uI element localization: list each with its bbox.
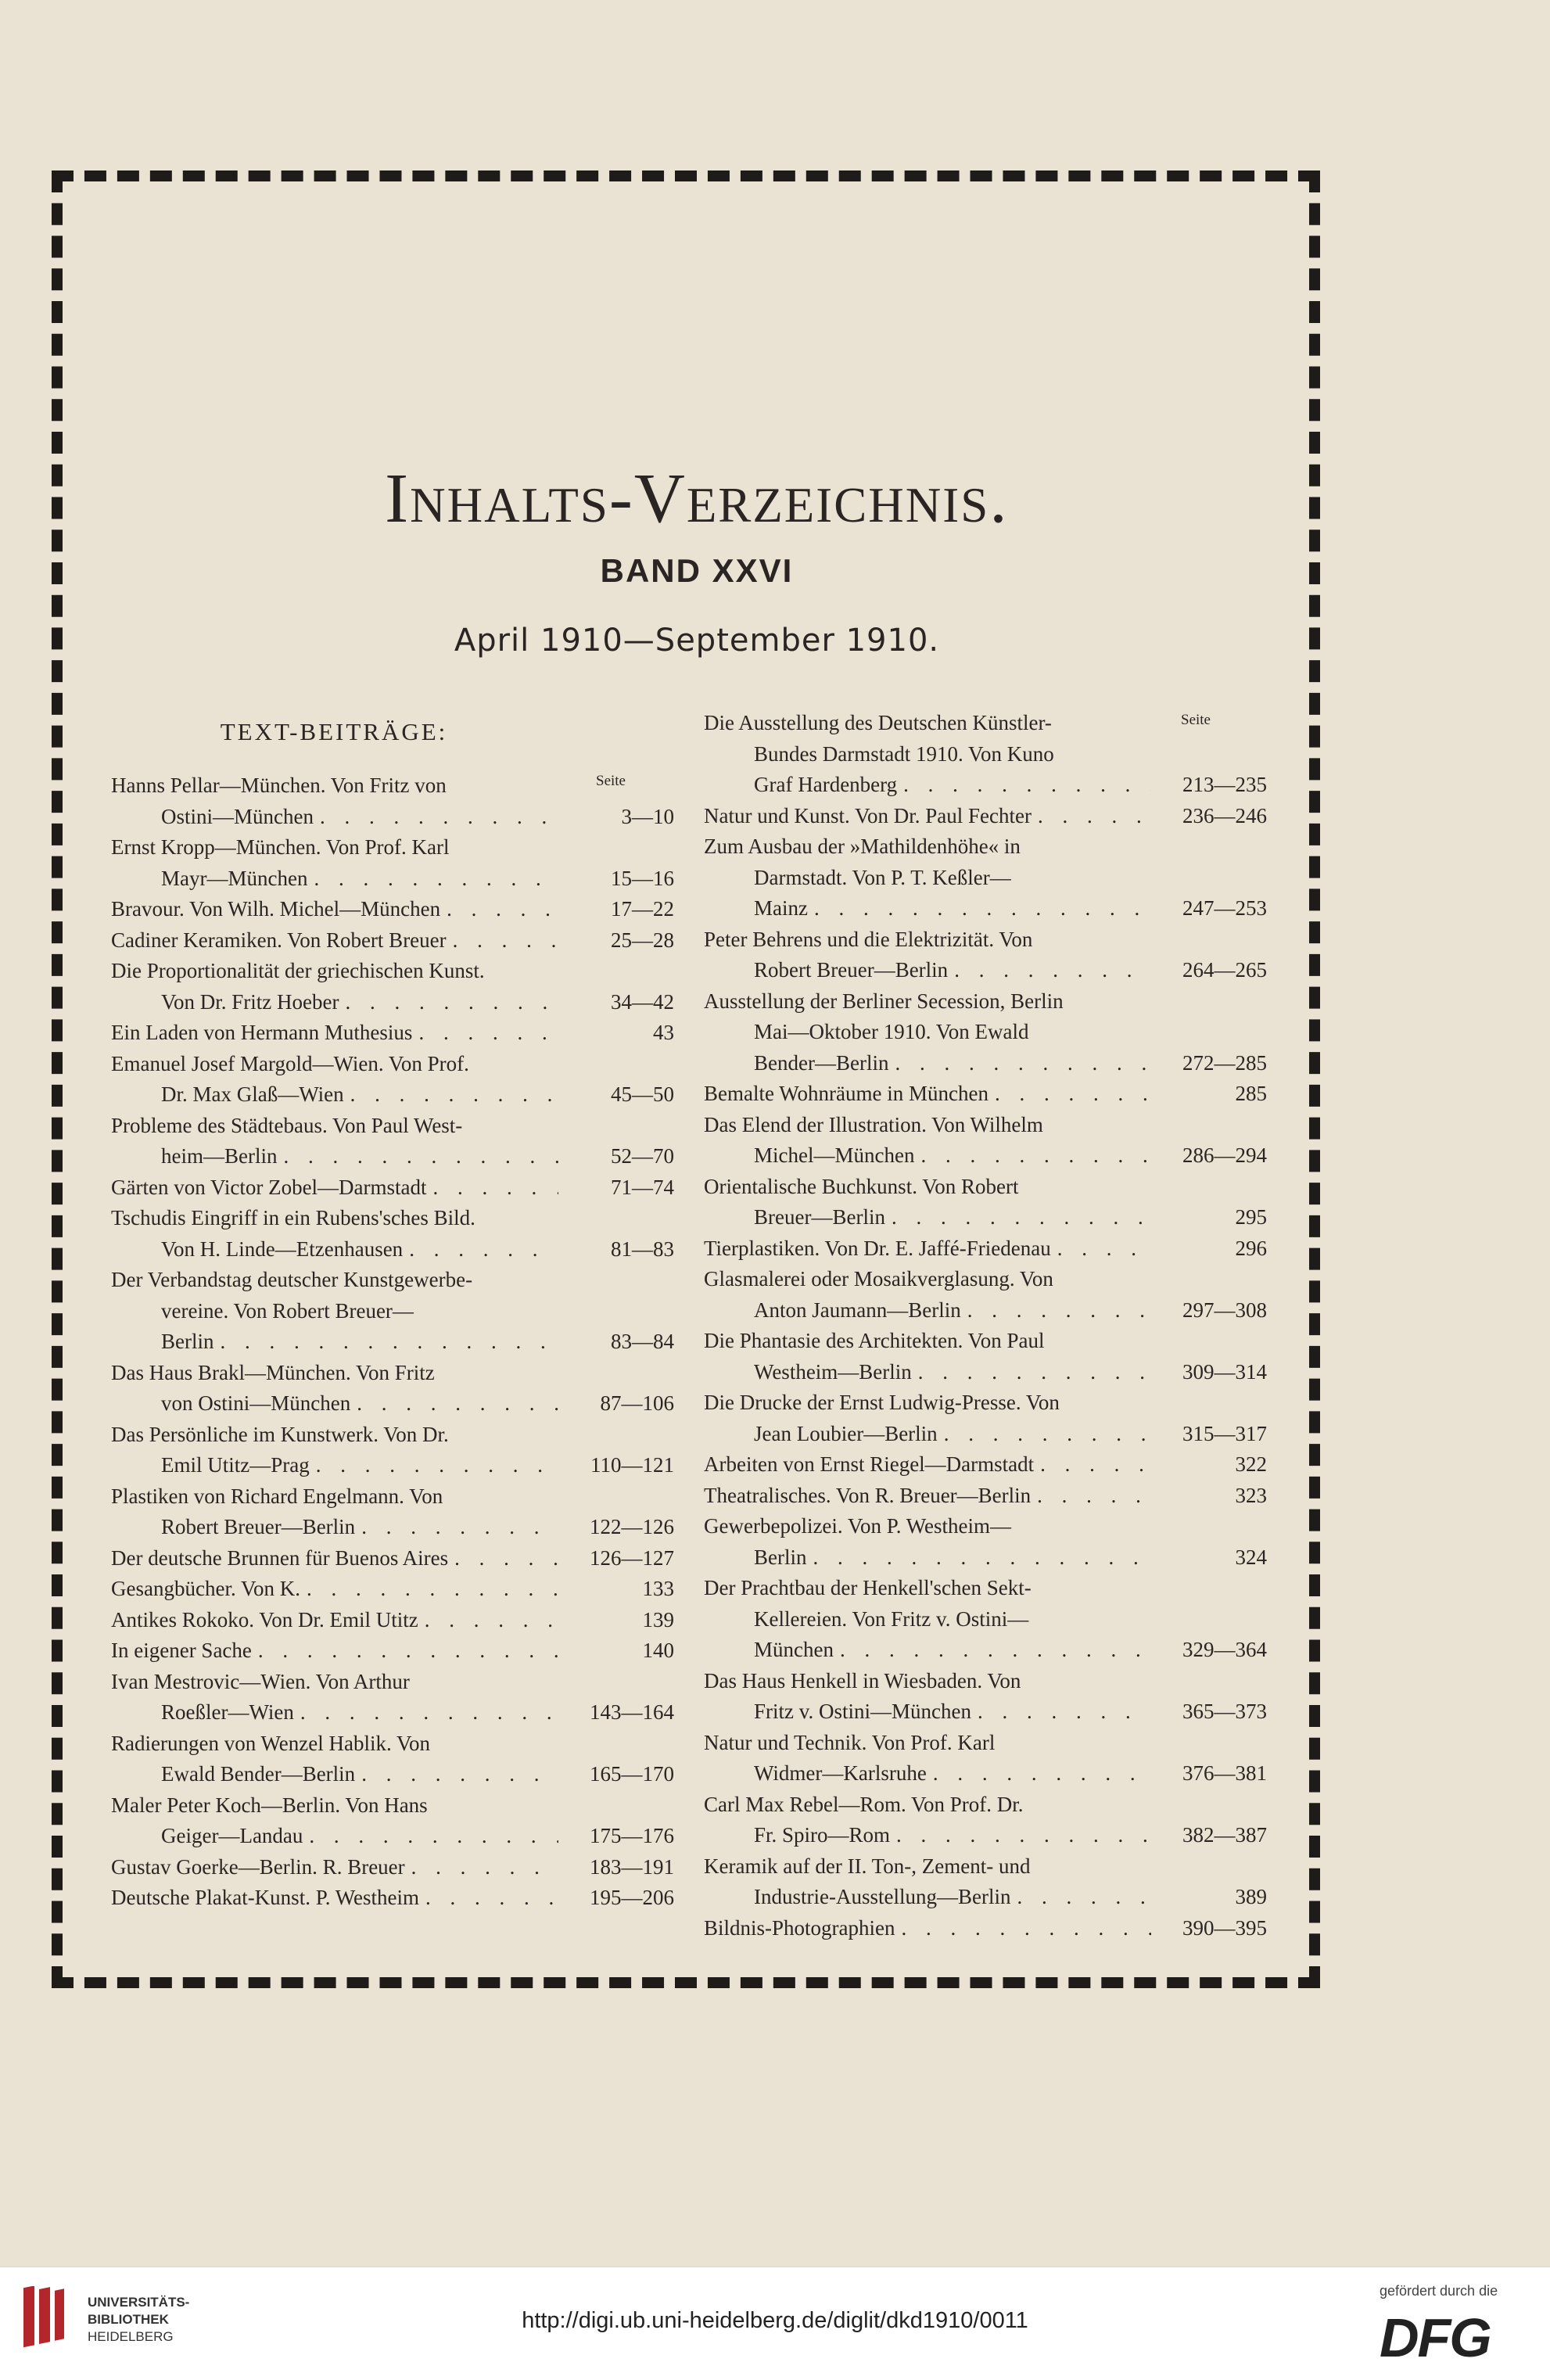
toc-right-entry	[704, 1264, 1267, 1326]
toc-left-entry	[111, 1790, 674, 1852]
leader-dots	[453, 925, 558, 957]
entry-text-line: Ivan Mestrovic—Wien. Von Arthur	[111, 1669, 410, 1693]
page-number: 15—16	[611, 866, 674, 890]
entry-last-line	[704, 1233, 1267, 1265]
leader-dots	[840, 1635, 1151, 1666]
entry-text-line: Anton Jaumann—Berlin	[754, 1298, 961, 1322]
toc-right-entry	[704, 831, 1267, 924]
toc-left-entry	[111, 1203, 674, 1265]
toc-right-entry	[704, 1110, 1267, 1172]
entry-text-line: Emil Utitz—Prag	[161, 1453, 310, 1477]
entry-text-line: Von Dr. Fritz Hoeber	[161, 989, 339, 1014]
entry-last-line	[704, 1758, 1267, 1789]
leader-dots	[978, 1696, 1151, 1728]
toc-left-entry	[111, 1667, 674, 1728]
page-number: 183—191	[590, 1854, 674, 1879]
entry-text-line: Der Verbandstag deutscher Kunstgewerbe-	[111, 1268, 473, 1291]
entry-last-line	[704, 801, 1267, 832]
page-number: 322	[1235, 1452, 1267, 1476]
page-number: 126—127	[590, 1545, 674, 1570]
entry-text-line: Gärten von Victor Zobel—Darmstadt	[111, 1175, 427, 1199]
entry-last-line	[111, 1635, 674, 1667]
toc-left-entry	[111, 1049, 674, 1111]
entry-text-line: Das Persönliche im Kunstwerk. Von Dr.	[111, 1422, 449, 1446]
toc-right-entry	[704, 1789, 1267, 1851]
page-number: 285	[1235, 1082, 1267, 1105]
leader-dots	[221, 1326, 559, 1358]
leader-dots	[350, 1079, 558, 1111]
entry-last-line	[111, 1079, 674, 1111]
page-number: 140	[642, 1639, 674, 1662]
entry-last-line	[111, 1605, 674, 1636]
entry-text-line: Ernst Kropp—München. Von Prof. Karl	[111, 835, 450, 859]
leader-dots	[1057, 1233, 1151, 1265]
page-number: 295	[1235, 1205, 1267, 1229]
page-number: 264—265	[1182, 958, 1267, 982]
toc-left-entry	[111, 1852, 674, 1883]
leader-dots	[944, 1419, 1151, 1450]
page-number: 324	[1235, 1545, 1267, 1569]
entry-text-line: Die Proportionalität der griechischen Kunst.	[111, 959, 485, 982]
toc-right-entry	[704, 1728, 1267, 1789]
entry-text-line: Carl Max Rebel—Rom. Von Prof. Dr.	[704, 1792, 1024, 1816]
page-number: 3—10	[621, 804, 674, 828]
leader-dots	[418, 1018, 558, 1049]
entry-last-line	[704, 1419, 1267, 1450]
entry-text-line: Natur und Technik. Von Prof. Karl	[704, 1730, 996, 1754]
leader-dots	[433, 1172, 558, 1204]
toc-right-entry	[704, 1233, 1267, 1265]
page-number: 376—381	[1182, 1761, 1267, 1785]
entry-text-line: Robert Breuer—Berlin	[754, 958, 949, 982]
entry-text-line: Antikes Rokoko. Von Dr. Emil Utitz	[111, 1607, 418, 1632]
entry-last-line	[111, 1450, 674, 1481]
toc-right-entry	[704, 1573, 1267, 1666]
entry-text-line: Graf Hardenberg	[754, 773, 898, 796]
toc-left-entry	[111, 1172, 674, 1204]
leader-dots	[895, 1048, 1151, 1079]
page-number: 365—373	[1182, 1700, 1267, 1723]
leader-dots	[309, 1821, 558, 1852]
page-number: 309—314	[1182, 1359, 1267, 1384]
entry-last-line	[111, 1326, 674, 1358]
leader-dots	[1037, 1481, 1151, 1512]
page-number: 81—83	[611, 1237, 674, 1261]
entry-text-line: Ewald Bender—Berlin	[161, 1762, 356, 1786]
page-number: 45—50	[611, 1082, 674, 1106]
toc-right-entry	[704, 708, 1267, 801]
page-title: Inhalts-Verzeichnis.	[385, 460, 1009, 537]
entry-text-line: Die Drucke der Ernst Ludwig-Presse. Von	[704, 1391, 1060, 1414]
leader-dots	[307, 1574, 558, 1605]
entry-last-line	[704, 1696, 1267, 1728]
entry-text-line: Probleme des Städtebaus. Von Paul West-	[111, 1113, 463, 1137]
entry-last-line	[111, 1018, 674, 1049]
toc-left-entry	[111, 1420, 674, 1481]
page-number: 175—176	[590, 1824, 674, 1847]
entry-text-line: Der Prachtbau der Henkell'schen Sekt-	[704, 1576, 1032, 1599]
entry-text-line: Roeßler—Wien	[161, 1700, 294, 1724]
page-number: 71—74	[611, 1175, 674, 1199]
toc-left-entry	[111, 1358, 674, 1420]
page-number: 87—106	[600, 1391, 674, 1415]
leader-dots	[411, 1852, 558, 1883]
entry-last-line	[704, 1913, 1267, 1944]
entry-last-line	[704, 1140, 1267, 1172]
entry-text-line: Das Haus Henkell in Wiesbaden. Von	[704, 1668, 1021, 1693]
entry-text-line: Peter Behrens und die Elektrizität. Von	[704, 927, 1033, 951]
entry-text-line: München	[754, 1638, 834, 1661]
leader-dots	[454, 1543, 558, 1574]
entry-text-line: Die Ausstellung des Deutschen Künstler-	[704, 711, 1052, 734]
entry-text-line: Plastiken von Richard Engelmann. Von	[111, 1484, 443, 1508]
entry-text-line: Berlin	[754, 1545, 807, 1569]
leader-dots	[357, 1388, 558, 1420]
leader-dots	[954, 955, 1151, 986]
entry-text-line: Michel—München	[754, 1143, 915, 1167]
entry-text-line: Tschudis Eingriff in ein Rubens'sches Bild.	[111, 1206, 475, 1229]
entry-text-line: Radierungen von Wenzel Hablik. Von	[111, 1731, 431, 1755]
page-number: 236—246	[1182, 803, 1267, 827]
toc-right-entry	[704, 1666, 1267, 1728]
entry-text-line: Der deutsche Brunnen für Buenos Aires	[111, 1545, 449, 1570]
entry-last-line	[111, 1512, 674, 1543]
toc-column-left	[111, 770, 674, 1914]
toc-left-entry	[111, 1018, 674, 1049]
entry-text-line: Arbeiten von Ernst Riegel—Darmstadt	[704, 1452, 1035, 1476]
entry-text-line: Die Phantasie des Architekten. Von Paul	[704, 1329, 1045, 1352]
toc-right-entry	[704, 1511, 1267, 1573]
toc-left-entry	[111, 1883, 674, 1914]
entry-text-line: vereine. Von Robert Breuer—	[161, 1298, 414, 1323]
toc-left-entry	[111, 925, 674, 957]
entry-last-line	[111, 1141, 674, 1172]
page-number: 83—84	[611, 1330, 674, 1353]
entry-last-line	[704, 1882, 1267, 1913]
toc-right-entry	[704, 1079, 1267, 1110]
page-number: 382—387	[1182, 1823, 1267, 1847]
entry-text-line: Glasmalerei oder Mosaikverglasung. Von	[704, 1267, 1053, 1291]
page-number: 272—285	[1182, 1050, 1267, 1075]
leader-dots	[425, 1883, 558, 1914]
entry-text-line: Jean Loubier—Berlin	[754, 1421, 938, 1445]
entry-last-line	[704, 1542, 1267, 1574]
entry-text-line: Bravour. Von Wilh. Michel—München	[111, 897, 441, 921]
entry-text-line: Bundes Darmstadt 1910. Von Kuno	[754, 741, 1054, 766]
entry-text-line: Dr. Max Glaß—Wien	[161, 1082, 344, 1106]
leader-dots	[813, 1542, 1152, 1574]
entry-last-line	[111, 1852, 674, 1883]
entry-last-line	[111, 1234, 674, 1265]
leader-dots	[361, 1512, 558, 1543]
entry-text-line: Emanuel Josef Margold—Wien. Von Prof.	[111, 1051, 469, 1075]
page-number: 389	[1235, 1885, 1267, 1908]
leader-dots	[320, 802, 558, 833]
leader-dots	[918, 1357, 1151, 1388]
leader-dots	[920, 1140, 1151, 1172]
entry-text-line: von Ostini—München	[161, 1391, 351, 1415]
leader-dots	[1017, 1882, 1151, 1913]
toc-left-entry	[111, 1635, 674, 1667]
leader-dots	[447, 894, 558, 925]
page-number: 122—126	[590, 1515, 674, 1538]
entry-last-line	[704, 1079, 1267, 1110]
leader-dots	[896, 1820, 1151, 1851]
toc-right-entry	[704, 1913, 1267, 1944]
page-number: 165—170	[590, 1762, 674, 1786]
entry-last-line	[111, 1697, 674, 1728]
leader-dots	[425, 1605, 558, 1636]
toc-left-entry	[111, 832, 674, 894]
page-number: 323	[1235, 1483, 1267, 1507]
page-number: 43	[653, 1021, 674, 1044]
entry-last-line	[111, 1543, 674, 1574]
entry-last-line	[111, 1883, 674, 1914]
entry-text-line: Mainz	[754, 896, 808, 920]
footer-bar	[0, 2267, 1550, 2380]
page-number: 315—317	[1182, 1421, 1267, 1445]
toc-right-entry	[704, 1851, 1267, 1913]
page-number: 390—395	[1182, 1915, 1267, 1940]
leader-dots	[967, 1295, 1151, 1326]
entry-last-line	[704, 1048, 1267, 1079]
entry-text-line: Bildnis-Photographien	[704, 1915, 895, 1940]
entry-text-line: Gustav Goerke—Berlin. R. Breuer	[111, 1854, 405, 1879]
toc-right-entry	[704, 1481, 1267, 1512]
toc-right-entry	[704, 986, 1267, 1079]
page-number: 329—364	[1182, 1638, 1267, 1661]
entry-text-line: heim—Berlin	[161, 1144, 278, 1168]
seite-label-left: Seite	[596, 773, 626, 789]
leader-dots	[933, 1758, 1151, 1789]
entry-text-line: Widmer—Karlsruhe	[754, 1761, 927, 1785]
entry-text-line: Bender—Berlin	[754, 1050, 889, 1075]
toc-left-entry	[111, 1481, 674, 1543]
entry-text-line: Hanns Pellar—München. Von Fritz von	[111, 774, 447, 797]
page-number: 17—22	[611, 897, 674, 921]
entry-text-line: Mayr—München	[161, 866, 308, 890]
page-number: 247—253	[1182, 896, 1267, 920]
entry-last-line	[111, 1388, 674, 1420]
toc-column-right	[704, 708, 1267, 1944]
entry-last-line	[704, 1481, 1267, 1512]
entry-last-line	[111, 987, 674, 1018]
page-number: 34—42	[611, 989, 674, 1014]
leader-dots	[316, 1450, 558, 1481]
entry-text-line: In eigener Sache	[111, 1639, 252, 1662]
leader-dots	[345, 987, 558, 1018]
entry-last-line	[111, 1574, 674, 1605]
entry-last-line	[704, 770, 1267, 801]
entry-text-line: Von H. Linde—Etzenhausen	[161, 1237, 404, 1261]
entry-text-line: Ostini—München	[161, 804, 314, 828]
entry-text-line: Das Haus Brakl—München. Von Fritz	[111, 1360, 435, 1384]
page-number: 286—294	[1182, 1143, 1267, 1167]
page-number: 143—164	[590, 1700, 674, 1724]
toc-left-entry	[111, 1265, 674, 1358]
dfg-logo: DFG	[1380, 2307, 1491, 2368]
entry-text-line: Darmstadt. Von P. T. Keßler—	[754, 865, 1011, 889]
leader-dots	[409, 1234, 558, 1265]
page-number: 296	[1235, 1236, 1267, 1260]
volume-label: BAND XXVI	[600, 552, 794, 589]
entry-text-line: Fr. Spiro—Rom	[754, 1823, 891, 1847]
entry-text-line: Tierplastiken. Von Dr. E. Jaffé-Friedenau	[704, 1236, 1051, 1260]
entry-text-line: Kellereien. Von Fritz v. Ostini—	[754, 1606, 1029, 1631]
leader-dots	[1040, 1449, 1151, 1481]
entry-last-line	[111, 1821, 674, 1852]
entry-text-line: Berlin	[161, 1330, 214, 1353]
toc-right-entry	[704, 924, 1267, 986]
leader-dots	[283, 1141, 558, 1172]
entry-last-line	[111, 802, 674, 833]
entry-text-line: Industrie-Ausstellung—Berlin	[754, 1885, 1011, 1908]
entry-last-line	[704, 1202, 1267, 1233]
toc-right-entry	[704, 1387, 1267, 1449]
entry-last-line	[111, 863, 674, 895]
leader-dots	[1038, 801, 1151, 832]
entry-text-line: Cadiner Keramiken. Von Robert Breuer	[111, 928, 447, 952]
section-heading: TEXT-BEITRÄGE:	[220, 718, 448, 745]
entry-text-line: Gewerbepolizei. Von P. Westheim—	[704, 1514, 1012, 1538]
toc-left-entry	[111, 1728, 674, 1790]
page-number: 213—235	[1182, 773, 1267, 796]
page-number: 139	[642, 1607, 674, 1632]
entry-text-line: Gesangbücher. Von K.	[111, 1577, 300, 1600]
toc-left-entry	[111, 956, 674, 1018]
entry-text-line: Westheim—Berlin	[754, 1359, 912, 1384]
entry-text-line: Maler Peter Koch—Berlin. Von Hans	[111, 1793, 428, 1817]
toc-left-entry	[111, 1605, 674, 1636]
entry-text-line: Deutsche Plakat-Kunst. P. Westheim	[111, 1886, 420, 1909]
leader-dots	[814, 893, 1151, 924]
entry-last-line	[704, 1357, 1267, 1388]
entry-last-line	[704, 1449, 1267, 1481]
toc-right-entry	[704, 801, 1267, 832]
toc-right-entry	[704, 1326, 1267, 1387]
library-name-line2: BIBLIOTHEK	[88, 2312, 169, 2327]
entry-last-line	[704, 1635, 1267, 1666]
entry-last-line	[111, 925, 674, 957]
toc-right-entry	[704, 1449, 1267, 1481]
page-number: 52—70	[611, 1144, 674, 1168]
entry-text-line: Orientalische Buchkunst. Von Robert	[704, 1174, 1019, 1198]
toc-right-entry	[704, 1172, 1267, 1233]
source-url-link[interactable]: http://digi.ub.uni-heidelberg.de/diglit/dkd1910/0011	[522, 2308, 1028, 2333]
funding-label: gefördert durch die	[1380, 2283, 1498, 2299]
entry-text-line: Ausstellung der Berliner Secession, Berlin	[704, 989, 1064, 1013]
entry-last-line	[704, 1295, 1267, 1326]
period-label: April 1910—September 1910.	[454, 623, 940, 659]
entry-last-line	[704, 1820, 1267, 1851]
entry-text-line: Das Elend der Illustration. Von Wilhelm	[704, 1112, 1043, 1136]
entry-last-line	[111, 894, 674, 925]
leader-dots	[892, 1202, 1151, 1233]
entry-last-line	[704, 955, 1267, 986]
entry-text-line: Robert Breuer—Berlin	[161, 1515, 356, 1538]
page-number: 25—28	[611, 928, 674, 952]
entry-text-line: Geiger—Landau	[161, 1824, 303, 1847]
page-number: 195—206	[590, 1886, 674, 1909]
leader-dots	[314, 863, 558, 895]
toc-left-entry	[111, 1111, 674, 1172]
leader-dots	[361, 1759, 558, 1790]
toc-left-entry	[111, 1574, 674, 1605]
entry-last-line	[111, 1172, 674, 1204]
leader-dots	[258, 1635, 558, 1667]
entry-text-line: Fritz v. Ostini—München	[754, 1700, 971, 1723]
toc-left-entry	[111, 1543, 674, 1574]
toc-left-entry	[111, 894, 674, 925]
entry-text-line: Bemalte Wohnräume in München	[704, 1082, 988, 1105]
leader-dots	[903, 770, 1151, 801]
page-number: 133	[642, 1577, 674, 1600]
entry-text-line: Theatralisches. Von R. Breuer—Berlin	[704, 1483, 1032, 1507]
entry-text-line: Breuer—Berlin	[754, 1205, 885, 1229]
entry-text-line: Zum Ausbau der »Mathildenhöhe« in	[704, 835, 1021, 858]
page-number: 110—121	[590, 1453, 674, 1477]
entry-text-line: Ein Laden von Hermann Muthesius	[111, 1021, 413, 1044]
leader-dots	[300, 1697, 558, 1728]
library-name-line3: HEIDELBERG	[88, 2329, 174, 2344]
entry-last-line	[111, 1759, 674, 1790]
seite-label-right: Seite	[1181, 712, 1211, 728]
library-name-line1: UNIVERSITÄTS-	[88, 2295, 190, 2310]
toc-left-entry	[111, 770, 674, 832]
entry-text-line: Mai—Oktober 1910. Von Ewald	[754, 1020, 1029, 1043]
leader-dots	[902, 1913, 1152, 1944]
entry-text-line: Keramik auf der II. Ton-, Zement- und	[704, 1854, 1031, 1878]
entry-text-line: Natur und Kunst. Von Dr. Paul Fechter	[704, 803, 1032, 827]
entry-last-line	[704, 893, 1267, 924]
page-number: 297—308	[1182, 1298, 1267, 1322]
leader-dots	[995, 1079, 1151, 1110]
